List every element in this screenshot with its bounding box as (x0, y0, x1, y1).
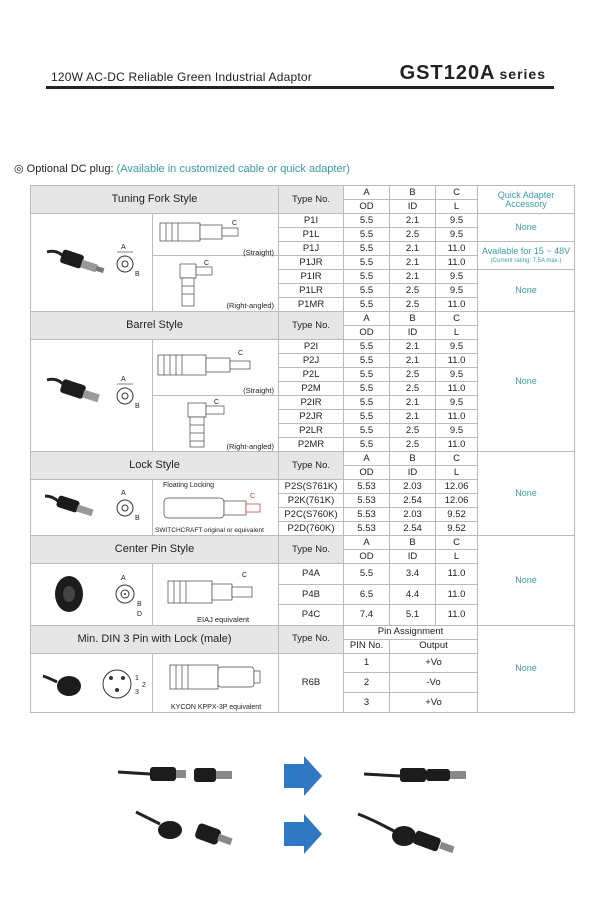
tuning-fork-straight-drawing (153, 214, 279, 256)
col-c-header: C (436, 452, 478, 466)
lock-plug-drawing (153, 480, 279, 536)
value-a: 5.5 (344, 382, 390, 396)
type-p4c: P4C (279, 605, 344, 626)
value-b: 2.54 (390, 522, 436, 536)
type-p2i: P2I (279, 340, 344, 354)
value-c: 12.06 (436, 480, 478, 494)
pin-assignment-header: Pin Assignment (344, 625, 478, 639)
type-r6b: R6B (279, 653, 344, 713)
accessory-none: None (478, 452, 575, 536)
value-a: 5.5 (344, 284, 390, 298)
assembled-plug-photo-icon (364, 768, 466, 782)
svg-text:A: A (120, 490, 126, 498)
value-a: 5.5 (344, 298, 390, 312)
plug-photo-icon (45, 495, 94, 516)
value-b: 2.03 (390, 480, 436, 494)
value-a: 5.5 (344, 228, 390, 242)
value-a: 5.53 (344, 480, 390, 494)
value-a: 5.5 (344, 214, 390, 228)
col-b-header: B (390, 186, 436, 200)
barrel-plug-photo (31, 340, 153, 452)
value-b: 3.4 (390, 564, 436, 585)
pin-output: +Vo (390, 693, 478, 713)
value-c: 11.0 (436, 242, 478, 256)
value-a: 5.5 (344, 410, 390, 424)
svg-text:B: B (134, 515, 140, 523)
value-b: 2.1 (390, 354, 436, 368)
value-a: 5.5 (344, 368, 390, 382)
col-l-header: L (436, 326, 478, 340)
type-p1l: P1L (279, 228, 344, 242)
barrel-type-header: Type No. (279, 312, 344, 340)
col-id-header: ID (390, 550, 436, 564)
accessory-none: None (478, 270, 575, 312)
svg-text:C: C (203, 259, 209, 267)
col-a-header: A (344, 536, 390, 550)
value-b: 2.1 (390, 396, 436, 410)
col-a-header: A (344, 452, 390, 466)
col-l-header: L (436, 466, 478, 480)
type-p1jr: P1JR (279, 256, 344, 270)
value-a: 5.5 (344, 256, 390, 270)
value-a: 5.5 (344, 340, 390, 354)
plug-dimension-icon (117, 376, 140, 410)
value-c: 9.5 (436, 424, 478, 438)
col-od-header: OD (344, 326, 390, 340)
type-p1i: P1I (279, 214, 344, 228)
arrow-right-icon (284, 814, 322, 854)
plug-photo-icon (47, 379, 100, 403)
kycon-label: KYCON KPPX-3P equivalent (171, 703, 262, 711)
type-p2k: P2K(761K) (279, 494, 344, 508)
value-c: 9.52 (436, 522, 478, 536)
tuning-fork-title: Tuning Fork Style (31, 186, 279, 214)
barrel-title: Barrel Style (31, 312, 279, 340)
value-c: 9.5 (436, 284, 478, 298)
straight-label: (Straight) (243, 386, 275, 395)
value-c: 11.0 (436, 382, 478, 396)
col-b-header: B (390, 536, 436, 550)
plug-dimension-icon (116, 575, 142, 618)
col-od-header: OD (344, 200, 390, 214)
value-b: 2.5 (390, 228, 436, 242)
accessory-available: Available for 15 ~ 48V (481, 246, 571, 256)
value-a: 5.5 (344, 270, 390, 284)
tuning-fork-plug-photo (31, 214, 153, 312)
value-b: 2.5 (390, 284, 436, 298)
lock-type-header: Type No. (279, 452, 344, 480)
value-b: 2.5 (390, 382, 436, 396)
type-p2m: P2M (279, 382, 344, 396)
type-p1j: P1J (279, 242, 344, 256)
tuning-fork-right-angled-drawing (153, 256, 279, 312)
din-adapter-photo-icon (194, 822, 233, 845)
value-c: 9.5 (436, 368, 478, 382)
accessory-none: None (478, 214, 575, 242)
type-p1ir: P1IR (279, 270, 344, 284)
value-b: 2.1 (390, 340, 436, 354)
value-b: 4.4 (390, 584, 436, 605)
svg-text:A: A (120, 244, 126, 252)
value-c: 9.5 (436, 396, 478, 410)
value-b: 2.1 (390, 270, 436, 284)
svg-text:3: 3 (134, 688, 139, 696)
value-c: 11.0 (436, 298, 478, 312)
page-header (46, 62, 554, 92)
floating-locking-label: Floating Locking (163, 481, 214, 489)
col-a-header: A (344, 186, 390, 200)
tuning-fork-type-header: Type No. (279, 186, 344, 214)
plug-dimension-icon (117, 244, 140, 278)
svg-text:B: B (134, 403, 140, 411)
optional-dc-plug-line (14, 162, 350, 175)
type-p1lr: P1LR (279, 284, 344, 298)
type-p1mr: P1MR (279, 298, 344, 312)
value-b: 2.5 (390, 298, 436, 312)
pin-number: 1 (344, 653, 390, 673)
accessory-none: None (478, 312, 575, 452)
din-plug-drawing-icon (154, 655, 278, 711)
svg-text:A: A (120, 575, 126, 582)
type-p2lr: P2LR (279, 424, 344, 438)
value-b: 2.1 (390, 410, 436, 424)
pin-number: 3 (344, 693, 390, 713)
col-b-header: B (390, 452, 436, 466)
col-l-header: L (436, 200, 478, 214)
col-l-header: L (436, 550, 478, 564)
value-c: 9.52 (436, 508, 478, 522)
type-p2l: P2L (279, 368, 344, 382)
din-plug-photo (31, 653, 153, 713)
type-p4b: P4B (279, 584, 344, 605)
lock-plug-drawing-icon (154, 482, 278, 534)
col-b-header: B (390, 312, 436, 326)
din-title: Min. DIN 3 Pin with Lock (male) (31, 625, 279, 653)
col-id-header: ID (390, 200, 436, 214)
plug-photo-icon (55, 576, 83, 612)
model-name: GST120A (399, 62, 496, 84)
adapter-plug-photo-icon (194, 768, 232, 782)
col-c-header: C (436, 312, 478, 326)
plug-photo-icon (47, 249, 104, 273)
lock-title: Lock Style (31, 452, 279, 480)
col-c-header: C (436, 536, 478, 550)
type-p2c: P2C(S760K) (279, 508, 344, 522)
lock-plug-photo (31, 480, 153, 536)
col-od-header: OD (344, 550, 390, 564)
value-c: 9.5 (436, 228, 478, 242)
dc-plug-table (30, 185, 575, 713)
value-c: 11.0 (436, 564, 478, 585)
svg-text:C: C (249, 492, 255, 500)
svg-text:B: B (134, 271, 140, 279)
barrel-right-angled-drawing (153, 396, 279, 452)
pin-number: 2 (344, 673, 390, 693)
pin-no-header: PIN No. (344, 639, 390, 653)
svg-text:C: C (237, 349, 243, 357)
right-angled-label: (Right-angled) (226, 442, 275, 451)
col-id-header: ID (390, 326, 436, 340)
value-a: 5.53 (344, 494, 390, 508)
col-a-header: A (344, 312, 390, 326)
value-a: 5.5 (344, 564, 390, 585)
type-p2mr: P2MR (279, 438, 344, 452)
value-c: 11.0 (436, 584, 478, 605)
value-b: 2.1 (390, 256, 436, 270)
svg-text:A: A (120, 376, 126, 384)
value-c: 9.5 (436, 214, 478, 228)
header-model (400, 62, 546, 85)
type-p2ir: P2IR (279, 396, 344, 410)
bullet-icon: ◎ (14, 163, 24, 175)
din-type-header: Type No. (279, 625, 344, 653)
center-pin-title: Center Pin Style (31, 536, 279, 564)
accessory-none: None (478, 536, 575, 626)
switchcraft-label: SWITCHCRAFT original or equivalent (155, 527, 264, 534)
pin-output: +Vo (390, 653, 478, 673)
svg-text:1: 1 (134, 674, 139, 682)
output-header: Output (390, 639, 478, 653)
col-od-header: OD (344, 466, 390, 480)
cable-plug-photo-icon (118, 767, 186, 781)
accessory-availability (478, 242, 575, 270)
din-plug-drawing (153, 653, 279, 713)
value-a: 7.4 (344, 605, 390, 626)
svg-text:C: C (213, 398, 219, 406)
barrel-straight-drawing (153, 340, 279, 396)
value-c: 11.0 (436, 410, 478, 424)
value-b: 2.5 (390, 438, 436, 452)
optional-note: (Available in customized cable or quick adapter) (116, 163, 350, 175)
center-pin-type-header: Type No. (279, 536, 344, 564)
accessory-none: None (478, 625, 575, 713)
type-p2d: P2D(760K) (279, 522, 344, 536)
value-b: 2.03 (390, 508, 436, 522)
value-a: 6.5 (344, 584, 390, 605)
value-c: 11.0 (436, 605, 478, 626)
value-b: 2.54 (390, 494, 436, 508)
svg-text:D: D (136, 611, 142, 618)
value-c: 11.0 (436, 354, 478, 368)
col-id-header: ID (390, 466, 436, 480)
value-c: 9.5 (436, 340, 478, 354)
right-angled-label: (Right-angled) (226, 301, 275, 310)
din-assembled-photo-icon (358, 814, 455, 853)
optional-label: Optional DC plug: (26, 163, 114, 175)
value-b: 2.1 (390, 214, 436, 228)
svg-text:2: 2 (141, 681, 146, 689)
value-c: 9.5 (436, 270, 478, 284)
value-b: 2.5 (390, 368, 436, 382)
type-p2jr: P2JR (279, 410, 344, 424)
center-pin-plug-photo (31, 564, 153, 626)
value-b: 5.1 (390, 605, 436, 626)
quick-adapter-header: Quick Adapter Accessory (478, 186, 575, 214)
value-c: 11.0 (436, 256, 478, 270)
svg-text:B: B (136, 601, 142, 608)
din-cable-photo-icon (136, 812, 182, 839)
value-c: 11.0 (436, 438, 478, 452)
type-p2j: P2J (279, 354, 344, 368)
type-p2s: P2S(S761K) (279, 480, 344, 494)
value-a: 5.5 (344, 354, 390, 368)
accessory-rating: (Current rating: 7.5A max.) (490, 258, 562, 264)
header-rule (46, 86, 554, 89)
value-a: 5.53 (344, 522, 390, 536)
pin-output: -Vo (390, 673, 478, 693)
plug-dimension-icon (117, 490, 140, 522)
header-subtitle: 120W AC-DC Reliable Green Industrial Adaptor (51, 70, 312, 84)
value-a: 5.5 (344, 242, 390, 256)
value-b: 2.1 (390, 242, 436, 256)
value-a: 5.5 (344, 424, 390, 438)
col-c-header: C (436, 186, 478, 200)
value-c: 12.06 (436, 494, 478, 508)
straight-label: (Straight) (243, 248, 275, 257)
value-a: 5.5 (344, 438, 390, 452)
value-a: 5.5 (344, 396, 390, 410)
svg-text:C: C (231, 219, 237, 227)
model-series: series (499, 66, 546, 82)
plug-photo-icon (43, 676, 81, 696)
eiaj-label: EIAJ equivalent (197, 614, 250, 624)
din-pin-layout-icon (103, 670, 146, 698)
value-b: 2.5 (390, 424, 436, 438)
center-pin-drawing (153, 564, 279, 626)
type-p4a: P4A (279, 564, 344, 585)
svg-text:C: C (241, 572, 247, 580)
value-a: 5.53 (344, 508, 390, 522)
quick-adapter-illustration (0, 750, 600, 870)
arrow-right-icon (284, 756, 322, 796)
